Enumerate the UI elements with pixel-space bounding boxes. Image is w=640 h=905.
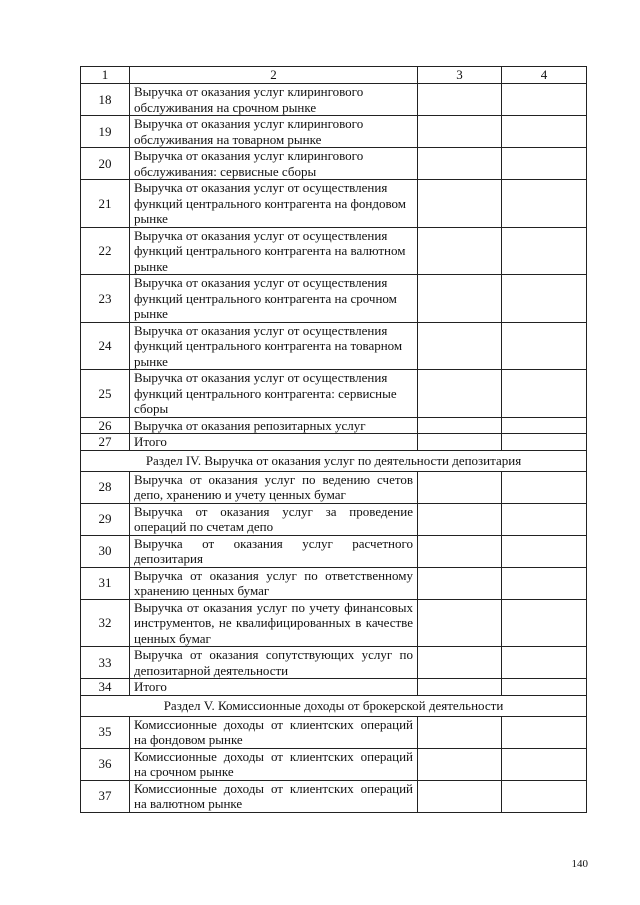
row-value-col-3	[418, 275, 502, 323]
row-value-col-3	[418, 471, 502, 503]
row-value-col-3	[418, 227, 502, 275]
table-row	[81, 417, 587, 434]
table-row	[81, 503, 587, 535]
row-description: Выручка от оказания услуг за проведение операций по счетам депо	[130, 503, 418, 535]
row-value-col-3	[418, 322, 502, 370]
table-row	[81, 180, 587, 228]
row-value-col-4	[502, 748, 587, 780]
row-value-col-3	[418, 780, 502, 812]
row-value-col-4	[502, 647, 587, 679]
table-row	[81, 116, 587, 148]
row-number: 37	[81, 780, 130, 812]
row-value-col-3	[418, 180, 502, 228]
row-description: Выручка от оказания услуг клирингового обслуживания на срочном рынке	[130, 84, 418, 116]
row-number: 33	[81, 647, 130, 679]
row-value-col-4	[502, 227, 587, 275]
row-value-col-4	[502, 679, 587, 696]
row-value-col-3	[418, 716, 502, 748]
row-value-col-4	[502, 148, 587, 180]
row-description: Выручка от оказания услуг клирингового обслуживания на товарном рынке	[130, 116, 418, 148]
section-header-row	[81, 695, 587, 716]
table-row	[81, 322, 587, 370]
table-row	[81, 780, 587, 812]
row-value-col-4	[502, 471, 587, 503]
row-value-col-3	[418, 647, 502, 679]
row-value-col-4	[502, 84, 587, 116]
row-number: 31	[81, 567, 130, 599]
row-value-col-3	[418, 434, 502, 451]
row-value-col-4	[502, 535, 587, 567]
row-number: 25	[81, 370, 130, 418]
row-description: Выручка от оказания услуг расчетного депозитария	[130, 535, 418, 567]
table-body	[81, 67, 587, 813]
row-value-col-3	[418, 503, 502, 535]
row-value-col-4	[502, 370, 587, 418]
row-description: Выручка от оказания услуг клирингового обслуживания: сервисные сборы	[130, 148, 418, 180]
row-description: Выручка от оказания услуг от осуществления функций центрального контрагента на фондовом рынке	[130, 180, 418, 228]
row-number: 19	[81, 116, 130, 148]
table-row	[81, 748, 587, 780]
row-number: 18	[81, 84, 130, 116]
row-number: 34	[81, 679, 130, 696]
row-description: Выручка от оказания услуг от осуществления функций центрального контрагента: сервисные сборы	[130, 370, 418, 418]
header-col-3: 3	[418, 67, 502, 84]
table-row	[81, 434, 587, 451]
row-value-col-4	[502, 780, 587, 812]
row-value-col-4	[502, 434, 587, 451]
section-title: Раздел V. Комиссионные доходы от брокерской деятельности	[81, 695, 587, 716]
table-row	[81, 567, 587, 599]
row-value-col-4	[502, 599, 587, 647]
row-number: 36	[81, 748, 130, 780]
table-row	[81, 84, 587, 116]
row-description: Выручка от оказания услуг от осуществления функций центрального контрагента на срочном рынке	[130, 275, 418, 323]
row-number: 27	[81, 434, 130, 451]
revenue-table	[80, 66, 587, 813]
table-row	[81, 275, 587, 323]
row-value-col-3	[418, 679, 502, 696]
row-number: 32	[81, 599, 130, 647]
row-value-col-4	[502, 567, 587, 599]
row-description: Комиссионные доходы от клиентских операций на срочном рынке	[130, 748, 418, 780]
row-number: 35	[81, 716, 130, 748]
row-description: Итого	[130, 434, 418, 451]
row-number: 23	[81, 275, 130, 323]
row-number: 22	[81, 227, 130, 275]
row-value-col-4	[502, 275, 587, 323]
table-row	[81, 716, 587, 748]
row-value-col-3	[418, 417, 502, 434]
row-value-col-4	[502, 716, 587, 748]
row-value-col-3	[418, 148, 502, 180]
table-row	[81, 148, 587, 180]
row-description: Выручка от оказания услуг по ответственному хранению ценных бумаг	[130, 567, 418, 599]
row-value-col-3	[418, 84, 502, 116]
row-value-col-3	[418, 599, 502, 647]
row-description: Комиссионные доходы от клиентских операций на фондовом рынке	[130, 716, 418, 748]
row-number: 28	[81, 471, 130, 503]
row-value-col-3	[418, 567, 502, 599]
row-number: 21	[81, 180, 130, 228]
row-number: 24	[81, 322, 130, 370]
row-description: Выручка от оказания сопутствующих услуг по депозитарной деятельности	[130, 647, 418, 679]
row-description: Итого	[130, 679, 418, 696]
row-value-col-4	[502, 116, 587, 148]
row-number: 30	[81, 535, 130, 567]
table-row	[81, 535, 587, 567]
row-description: Выручка от оказания услуг от осуществления функций центрального контрагента на товарном рынке	[130, 322, 418, 370]
row-value-col-3	[418, 748, 502, 780]
section-title: Раздел IV. Выручка от оказания услуг по деятельности депозитария	[81, 450, 587, 471]
row-description: Комиссионные доходы от клиентских операций на валютном рынке	[130, 780, 418, 812]
header-col-4: 4	[502, 67, 587, 84]
row-number: 29	[81, 503, 130, 535]
row-value-col-4	[502, 503, 587, 535]
header-col-2: 2	[130, 67, 418, 84]
table-row	[81, 370, 587, 418]
table-row	[81, 471, 587, 503]
row-value-col-4	[502, 322, 587, 370]
row-value-col-4	[502, 180, 587, 228]
row-description: Выручка от оказания репозитарных услуг	[130, 417, 418, 434]
row-description: Выручка от оказания услуг по ведению счетов депо, хранению и учету ценных бумаг	[130, 471, 418, 503]
row-description: Выручка от оказания услуг от осуществления функций центрального контрагента на валютном рынке	[130, 227, 418, 275]
section-header-row	[81, 450, 587, 471]
table-header-row	[81, 67, 587, 84]
row-description: Выручка от оказания услуг по учету финансовых инструментов, не квалифицированных в качестве ценных бумаг	[130, 599, 418, 647]
row-value-col-3	[418, 370, 502, 418]
page-number: 140	[571, 858, 588, 870]
row-value-col-3	[418, 116, 502, 148]
row-value-col-4	[502, 417, 587, 434]
table-row	[81, 599, 587, 647]
table-row	[81, 647, 587, 679]
table-row	[81, 227, 587, 275]
row-number: 26	[81, 417, 130, 434]
table-row	[81, 679, 587, 696]
row-value-col-3	[418, 535, 502, 567]
header-col-1: 1	[81, 67, 130, 84]
row-number: 20	[81, 148, 130, 180]
